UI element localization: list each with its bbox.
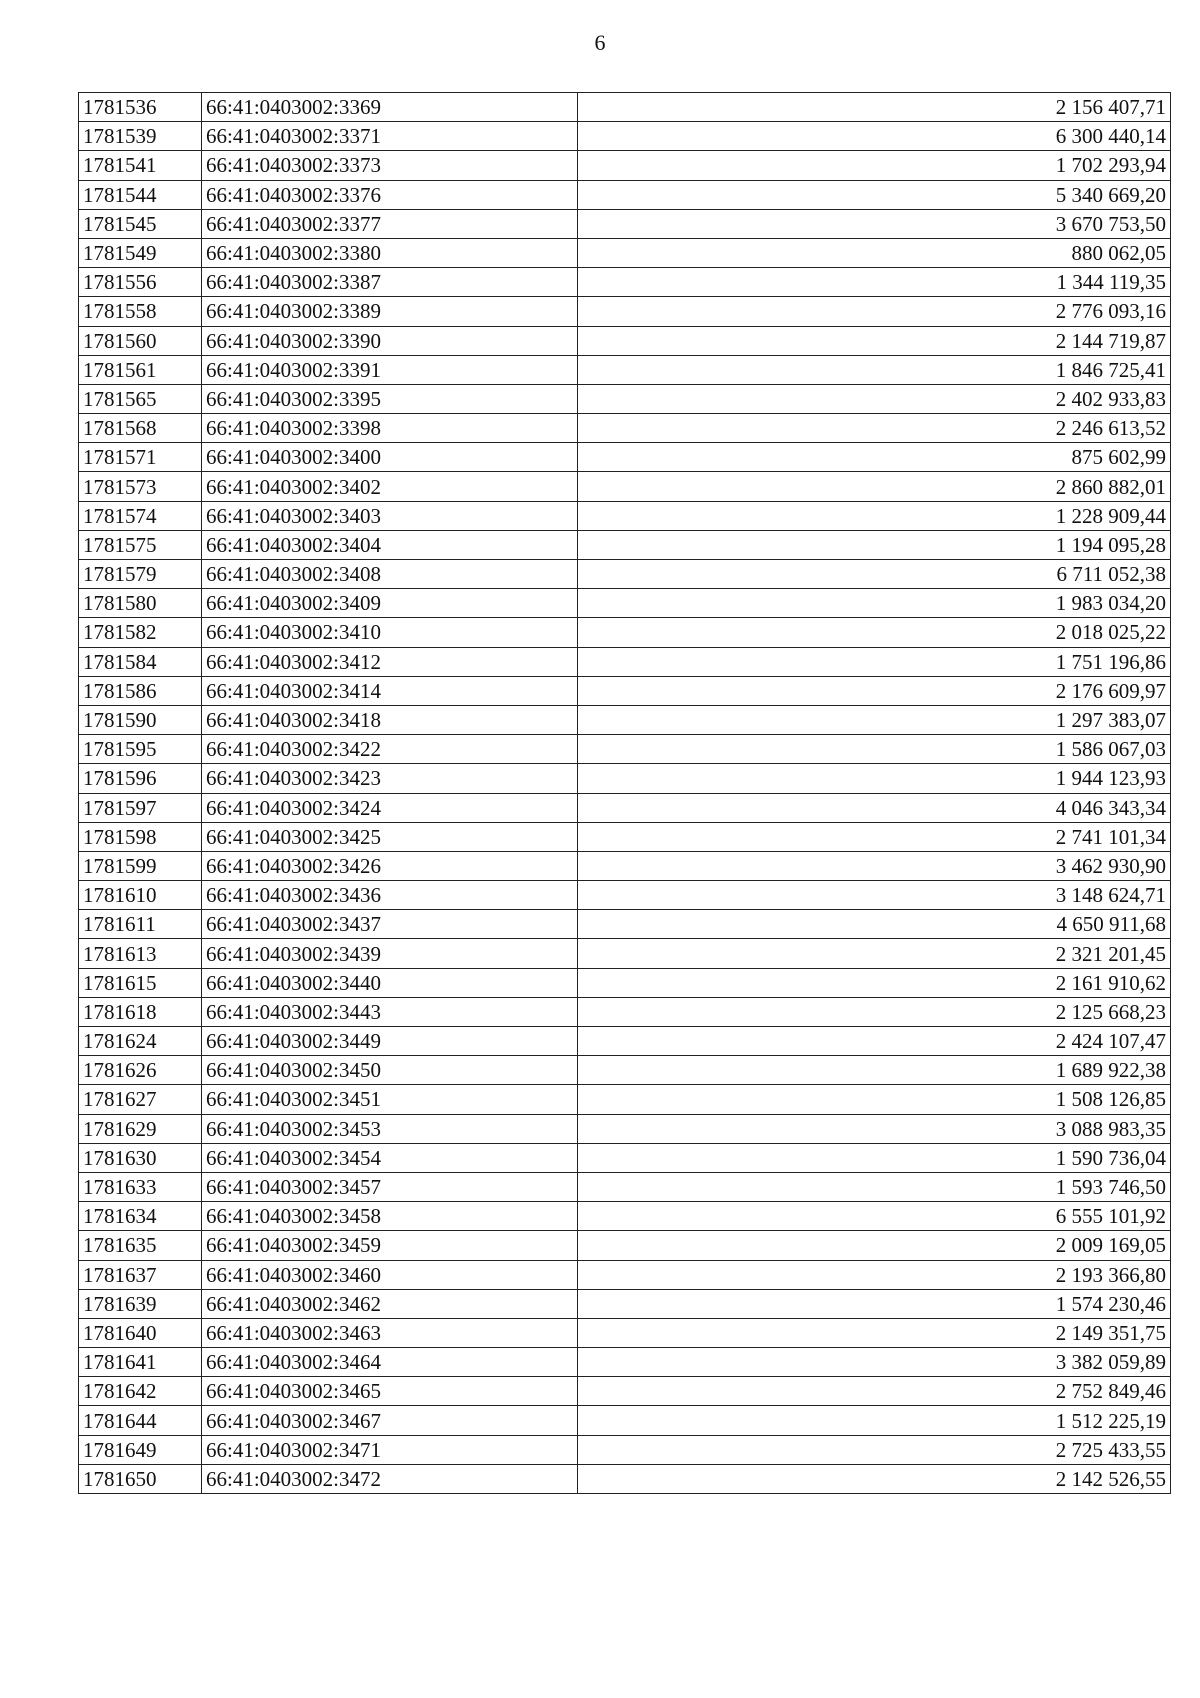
- table-row: [79, 472, 1171, 501]
- cadastral-value-cell: 6 711 052,38: [878, 560, 1171, 589]
- cadastral-value-cell: 1 751 196,86: [878, 647, 1171, 676]
- record-id-cell: 1781639: [79, 1289, 202, 1318]
- empty-cell: [578, 1260, 878, 1289]
- cadastral-number-cell: 66:41:0403002:3422: [202, 735, 578, 764]
- cadastral-value-cell: 1 846 725,41: [878, 355, 1171, 384]
- cadastral-number-cell: 66:41:0403002:3453: [202, 1114, 578, 1143]
- cadastral-value-cell: 1 983 034,20: [878, 589, 1171, 618]
- cadastral-value-cell: 3 670 753,50: [878, 209, 1171, 238]
- empty-cell: [578, 1114, 878, 1143]
- cadastral-number-cell: 66:41:0403002:3402: [202, 472, 578, 501]
- empty-cell: [578, 560, 878, 589]
- record-id-cell: 1781629: [79, 1114, 202, 1143]
- empty-cell: [578, 297, 878, 326]
- record-id-cell: 1781610: [79, 881, 202, 910]
- cadastral-number-cell: 66:41:0403002:3369: [202, 93, 578, 122]
- cadastral-number-cell: 66:41:0403002:3451: [202, 1085, 578, 1114]
- cadastral-value-cell: 2 424 107,47: [878, 1027, 1171, 1056]
- table-row: [79, 560, 1171, 589]
- empty-cell: [578, 910, 878, 939]
- cadastral-value-cell: 875 602,99: [878, 443, 1171, 472]
- cadastral-number-cell: 66:41:0403002:3404: [202, 530, 578, 559]
- table-row: [79, 1435, 1171, 1464]
- table-row: [79, 443, 1171, 472]
- cadastral-value-cell: 2 176 609,97: [878, 676, 1171, 705]
- cadastral-value-cell: 1 297 383,07: [878, 705, 1171, 734]
- record-id-cell: 1781574: [79, 501, 202, 530]
- cadastral-value-cell: 1 702 293,94: [878, 151, 1171, 180]
- cadastral-number-cell: 66:41:0403002:3462: [202, 1289, 578, 1318]
- record-id-cell: 1781633: [79, 1172, 202, 1201]
- cadastral-number-cell: 66:41:0403002:3425: [202, 822, 578, 851]
- record-id-cell: 1781615: [79, 968, 202, 997]
- cadastral-number-cell: 66:41:0403002:3472: [202, 1464, 578, 1493]
- record-id-cell: 1781571: [79, 443, 202, 472]
- cadastral-value-cell: 6 555 101,92: [878, 1202, 1171, 1231]
- empty-cell: [578, 647, 878, 676]
- empty-cell: [578, 238, 878, 267]
- table-row: [79, 1085, 1171, 1114]
- record-id-cell: 1781634: [79, 1202, 202, 1231]
- cadastral-value-cell: 1 944 123,93: [878, 764, 1171, 793]
- cadastral-value-cell: 880 062,05: [878, 238, 1171, 267]
- cadastral-value-cell: 2 125 668,23: [878, 997, 1171, 1026]
- table-row: [79, 1202, 1171, 1231]
- table-row: [79, 93, 1171, 122]
- table-row: [79, 647, 1171, 676]
- cadastral-number-cell: 66:41:0403002:3412: [202, 647, 578, 676]
- record-id-cell: 1781635: [79, 1231, 202, 1260]
- page-number: 6: [594, 30, 606, 55]
- register-table: [78, 92, 1171, 1494]
- empty-cell: [578, 414, 878, 443]
- cadastral-number-cell: 66:41:0403002:3460: [202, 1260, 578, 1289]
- cadastral-number-cell: 66:41:0403002:3390: [202, 326, 578, 355]
- cadastral-value-cell: 3 382 059,89: [878, 1348, 1171, 1377]
- record-id-cell: 1781626: [79, 1056, 202, 1085]
- table-row: [79, 1143, 1171, 1172]
- cadastral-number-cell: 66:41:0403002:3414: [202, 676, 578, 705]
- cadastral-value-cell: 4 650 911,68: [878, 910, 1171, 939]
- table-row: [79, 968, 1171, 997]
- cadastral-value-cell: 2 149 351,75: [878, 1318, 1171, 1347]
- empty-cell: [578, 93, 878, 122]
- cadastral-value-cell: 1 344 119,35: [878, 268, 1171, 297]
- cadastral-value-cell: 1 590 736,04: [878, 1143, 1171, 1172]
- cadastral-value-cell: 1 593 746,50: [878, 1172, 1171, 1201]
- cadastral-number-cell: 66:41:0403002:3436: [202, 881, 578, 910]
- table-row: [79, 589, 1171, 618]
- record-id-cell: 1781584: [79, 647, 202, 676]
- record-id-cell: 1781545: [79, 209, 202, 238]
- empty-cell: [578, 764, 878, 793]
- cadastral-number-cell: 66:41:0403002:3437: [202, 910, 578, 939]
- cadastral-number-cell: 66:41:0403002:3400: [202, 443, 578, 472]
- cadastral-value-cell: 1 574 230,46: [878, 1289, 1171, 1318]
- empty-cell: [578, 530, 878, 559]
- table-row: [79, 180, 1171, 209]
- record-id-cell: 1781598: [79, 822, 202, 851]
- cadastral-value-cell: 2 144 719,87: [878, 326, 1171, 355]
- table-row: [79, 1318, 1171, 1347]
- record-id-cell: 1781556: [79, 268, 202, 297]
- table-row: [79, 910, 1171, 939]
- cadastral-number-cell: 66:41:0403002:3395: [202, 384, 578, 413]
- cadastral-value-cell: 2 142 526,55: [878, 1464, 1171, 1493]
- cadastral-value-cell: 3 462 930,90: [878, 851, 1171, 880]
- table-row: [79, 1406, 1171, 1435]
- cadastral-value-cell: 2 752 849,46: [878, 1377, 1171, 1406]
- cadastral-number-cell: 66:41:0403002:3409: [202, 589, 578, 618]
- record-id-cell: 1781575: [79, 530, 202, 559]
- empty-cell: [578, 1377, 878, 1406]
- cadastral-value-cell: 2 018 025,22: [878, 618, 1171, 647]
- empty-cell: [578, 326, 878, 355]
- record-id-cell: 1781642: [79, 1377, 202, 1406]
- record-id-cell: 1781558: [79, 297, 202, 326]
- cadastral-value-cell: 2 725 433,55: [878, 1435, 1171, 1464]
- cadastral-number-cell: 66:41:0403002:3443: [202, 997, 578, 1026]
- cadastral-number-cell: 66:41:0403002:3426: [202, 851, 578, 880]
- table-row: [79, 1289, 1171, 1318]
- table-row: [79, 1464, 1171, 1493]
- cadastral-number-cell: 66:41:0403002:3423: [202, 764, 578, 793]
- empty-cell: [578, 1406, 878, 1435]
- cadastral-number-cell: 66:41:0403002:3389: [202, 297, 578, 326]
- table-row: [79, 1348, 1171, 1377]
- empty-cell: [578, 618, 878, 647]
- table-row: [79, 822, 1171, 851]
- record-id-cell: 1781590: [79, 705, 202, 734]
- table-row: [79, 735, 1171, 764]
- empty-cell: [578, 384, 878, 413]
- record-id-cell: 1781579: [79, 560, 202, 589]
- cadastral-value-cell: 2 402 933,83: [878, 384, 1171, 413]
- record-id-cell: 1781539: [79, 122, 202, 151]
- cadastral-value-cell: 2 321 201,45: [878, 939, 1171, 968]
- table-row: [79, 209, 1171, 238]
- cadastral-number-cell: 66:41:0403002:3418: [202, 705, 578, 734]
- table-row: [79, 793, 1171, 822]
- empty-cell: [578, 939, 878, 968]
- cadastral-value-cell: 5 340 669,20: [878, 180, 1171, 209]
- record-id-cell: 1781568: [79, 414, 202, 443]
- record-id-cell: 1781536: [79, 93, 202, 122]
- cadastral-value-cell: 4 046 343,34: [878, 793, 1171, 822]
- register-table-body: [79, 93, 1171, 1494]
- empty-cell: [578, 676, 878, 705]
- record-id-cell: 1781649: [79, 1435, 202, 1464]
- cadastral-number-cell: 66:41:0403002:3371: [202, 122, 578, 151]
- empty-cell: [578, 1085, 878, 1114]
- record-id-cell: 1781630: [79, 1143, 202, 1172]
- cadastral-number-cell: 66:41:0403002:3450: [202, 1056, 578, 1085]
- empty-cell: [578, 793, 878, 822]
- cadastral-number-cell: 66:41:0403002:3377: [202, 209, 578, 238]
- cadastral-value-cell: 2 161 910,62: [878, 968, 1171, 997]
- empty-cell: [578, 1056, 878, 1085]
- cadastral-value-cell: 2 741 101,34: [878, 822, 1171, 851]
- record-id-cell: 1781618: [79, 997, 202, 1026]
- record-id-cell: 1781613: [79, 939, 202, 968]
- record-id-cell: 1781644: [79, 1406, 202, 1435]
- record-id-cell: 1781573: [79, 472, 202, 501]
- record-id-cell: 1781580: [79, 589, 202, 618]
- table-row: [79, 705, 1171, 734]
- empty-cell: [578, 1027, 878, 1056]
- table-row: [79, 1114, 1171, 1143]
- cadastral-value-cell: 3 148 624,71: [878, 881, 1171, 910]
- cadastral-number-cell: 66:41:0403002:3408: [202, 560, 578, 589]
- table-row: [79, 1056, 1171, 1085]
- table-row: [79, 122, 1171, 151]
- record-id-cell: 1781549: [79, 238, 202, 267]
- cadastral-number-cell: 66:41:0403002:3376: [202, 180, 578, 209]
- empty-cell: [578, 997, 878, 1026]
- record-id-cell: 1781650: [79, 1464, 202, 1493]
- cadastral-number-cell: 66:41:0403002:3459: [202, 1231, 578, 1260]
- cadastral-number-cell: 66:41:0403002:3373: [202, 151, 578, 180]
- cadastral-number-cell: 66:41:0403002:3465: [202, 1377, 578, 1406]
- cadastral-value-cell: 1 228 909,44: [878, 501, 1171, 530]
- cadastral-number-cell: 66:41:0403002:3467: [202, 1406, 578, 1435]
- cadastral-value-cell: 2 776 093,16: [878, 297, 1171, 326]
- cadastral-value-cell: 6 300 440,14: [878, 122, 1171, 151]
- record-id-cell: 1781596: [79, 764, 202, 793]
- table-row: [79, 268, 1171, 297]
- empty-cell: [578, 735, 878, 764]
- empty-cell: [578, 122, 878, 151]
- record-id-cell: 1781541: [79, 151, 202, 180]
- record-id-cell: 1781597: [79, 793, 202, 822]
- empty-cell: [578, 851, 878, 880]
- empty-cell: [578, 1231, 878, 1260]
- cadastral-number-cell: 66:41:0403002:3410: [202, 618, 578, 647]
- record-id-cell: 1781560: [79, 326, 202, 355]
- cadastral-value-cell: 1 512 225,19: [878, 1406, 1171, 1435]
- record-id-cell: 1781595: [79, 735, 202, 764]
- empty-cell: [578, 1348, 878, 1377]
- table-row: [79, 297, 1171, 326]
- record-id-cell: 1781640: [79, 1318, 202, 1347]
- cadastral-value-cell: 1 508 126,85: [878, 1085, 1171, 1114]
- table-row: [79, 1260, 1171, 1289]
- table-row: [79, 851, 1171, 880]
- cadastral-number-cell: 66:41:0403002:3458: [202, 1202, 578, 1231]
- empty-cell: [578, 1202, 878, 1231]
- record-id-cell: 1781641: [79, 1348, 202, 1377]
- empty-cell: [578, 1464, 878, 1493]
- empty-cell: [578, 968, 878, 997]
- empty-cell: [578, 1435, 878, 1464]
- empty-cell: [578, 443, 878, 472]
- cadastral-number-cell: 66:41:0403002:3439: [202, 939, 578, 968]
- cadastral-number-cell: 66:41:0403002:3380: [202, 238, 578, 267]
- table-row: [79, 355, 1171, 384]
- cadastral-value-cell: 2 193 366,80: [878, 1260, 1171, 1289]
- cadastral-value-cell: 3 088 983,35: [878, 1114, 1171, 1143]
- cadastral-number-cell: 66:41:0403002:3449: [202, 1027, 578, 1056]
- cadastral-number-cell: 66:41:0403002:3391: [202, 355, 578, 384]
- empty-cell: [578, 1172, 878, 1201]
- table-row: [79, 238, 1171, 267]
- record-id-cell: 1781544: [79, 180, 202, 209]
- table-row: [79, 939, 1171, 968]
- record-id-cell: 1781586: [79, 676, 202, 705]
- cadastral-value-cell: 1 689 922,38: [878, 1056, 1171, 1085]
- table-row: [79, 1231, 1171, 1260]
- table-row: [79, 618, 1171, 647]
- record-id-cell: 1781624: [79, 1027, 202, 1056]
- empty-cell: [578, 209, 878, 238]
- table-row: [79, 764, 1171, 793]
- table-row: [79, 151, 1171, 180]
- record-id-cell: 1781627: [79, 1085, 202, 1114]
- cadastral-number-cell: 66:41:0403002:3471: [202, 1435, 578, 1464]
- cadastral-value-cell: 2 009 169,05: [878, 1231, 1171, 1260]
- empty-cell: [578, 501, 878, 530]
- table-row: [79, 414, 1171, 443]
- cadastral-number-cell: 66:41:0403002:3440: [202, 968, 578, 997]
- cadastral-number-cell: 66:41:0403002:3464: [202, 1348, 578, 1377]
- empty-cell: [578, 1143, 878, 1172]
- table-row: [79, 676, 1171, 705]
- empty-cell: [578, 822, 878, 851]
- empty-cell: [578, 705, 878, 734]
- record-id-cell: 1781599: [79, 851, 202, 880]
- cadastral-number-cell: 66:41:0403002:3387: [202, 268, 578, 297]
- cadastral-number-cell: 66:41:0403002:3398: [202, 414, 578, 443]
- table-row: [79, 384, 1171, 413]
- cadastral-number-cell: 66:41:0403002:3403: [202, 501, 578, 530]
- cadastral-value-cell: 2 246 613,52: [878, 414, 1171, 443]
- record-id-cell: 1781611: [79, 910, 202, 939]
- cadastral-number-cell: 66:41:0403002:3457: [202, 1172, 578, 1201]
- record-id-cell: 1781582: [79, 618, 202, 647]
- cadastral-value-cell: 2 860 882,01: [878, 472, 1171, 501]
- empty-cell: [578, 472, 878, 501]
- table-row: [79, 326, 1171, 355]
- table-row: [79, 530, 1171, 559]
- table-row: [79, 881, 1171, 910]
- table-row: [79, 997, 1171, 1026]
- empty-cell: [578, 268, 878, 297]
- cadastral-number-cell: 66:41:0403002:3424: [202, 793, 578, 822]
- cadastral-number-cell: 66:41:0403002:3454: [202, 1143, 578, 1172]
- record-id-cell: 1781637: [79, 1260, 202, 1289]
- empty-cell: [578, 1318, 878, 1347]
- empty-cell: [578, 881, 878, 910]
- cadastral-value-cell: 2 156 407,71: [878, 93, 1171, 122]
- cadastral-number-cell: 66:41:0403002:3463: [202, 1318, 578, 1347]
- table-row: [79, 1172, 1171, 1201]
- empty-cell: [578, 180, 878, 209]
- table-row: [79, 1377, 1171, 1406]
- empty-cell: [578, 1289, 878, 1318]
- empty-cell: [578, 355, 878, 384]
- empty-cell: [578, 589, 878, 618]
- empty-cell: [578, 151, 878, 180]
- record-id-cell: 1781565: [79, 384, 202, 413]
- table-row: [79, 1027, 1171, 1056]
- cadastral-value-cell: 1 586 067,03: [878, 735, 1171, 764]
- record-id-cell: 1781561: [79, 355, 202, 384]
- table-row: [79, 501, 1171, 530]
- cadastral-value-cell: 1 194 095,28: [878, 530, 1171, 559]
